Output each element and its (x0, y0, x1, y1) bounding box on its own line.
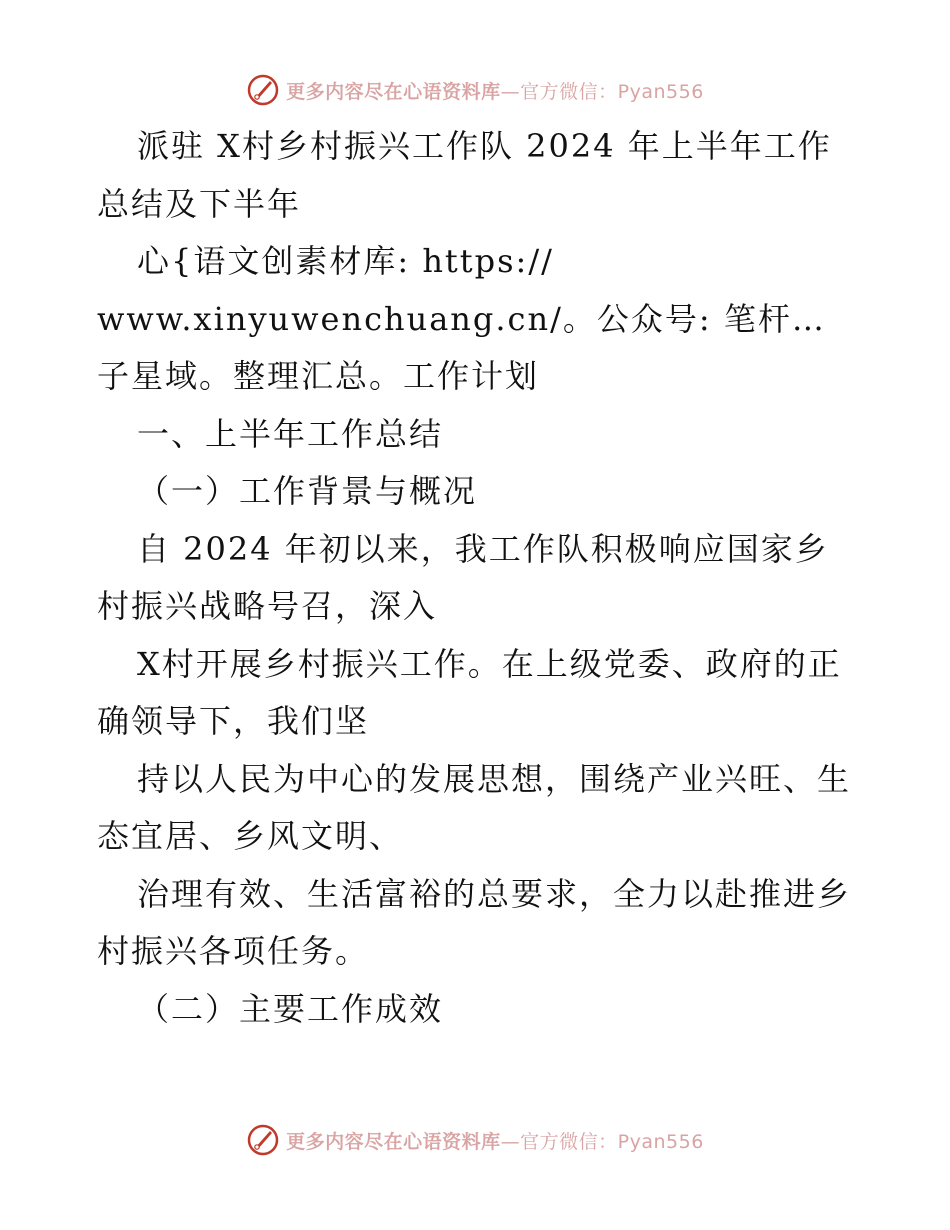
footer-banner (0, 1120, 950, 1160)
body-paragraph: 持以人民为中心的发展思想，围绕产业兴旺、生态宜居、乡风文明、 (97, 759, 852, 855)
header-banner (0, 70, 950, 110)
section-heading-1: 一、上半年工作总结 (137, 414, 444, 453)
quill-circle-icon (246, 1123, 280, 1157)
header-banner-text: 更多内容尽在心语资料库—官方微信：Pyan556 (286, 80, 704, 103)
footer-banner-text: 更多内容尽在心语资料库—官方微信：Pyan556 (286, 1130, 704, 1153)
body-paragraph: 治理有效、生活富裕的总要求，全力以赴推进乡村振兴各项任务。 (97, 874, 852, 970)
quill-circle-icon (246, 73, 280, 107)
source-url-line: www.xinyuwenchuang.cn/。公众号: 笔杆…子星域。整理汇总。工作计划 (97, 299, 826, 395)
body-paragraph: X村开展乡村振兴工作。在上级党委、政府的正确领导下，我们坚 (97, 644, 842, 740)
source-line: 心{语文创素材库: https:// (137, 242, 554, 280)
document-title: 派驻 X村乡村振兴工作队 2024 年上半年工作总结及下半年 (97, 127, 832, 223)
subsection-heading-2: （二）主要工作成效 (137, 989, 444, 1028)
body-paragraph: 自 2024 年初以来，我工作队积极响应国家乡村振兴战略号召，深入 (97, 529, 829, 625)
subsection-heading-1: （一）工作背景与概况 (137, 472, 478, 510)
document-body (97, 118, 857, 1038)
